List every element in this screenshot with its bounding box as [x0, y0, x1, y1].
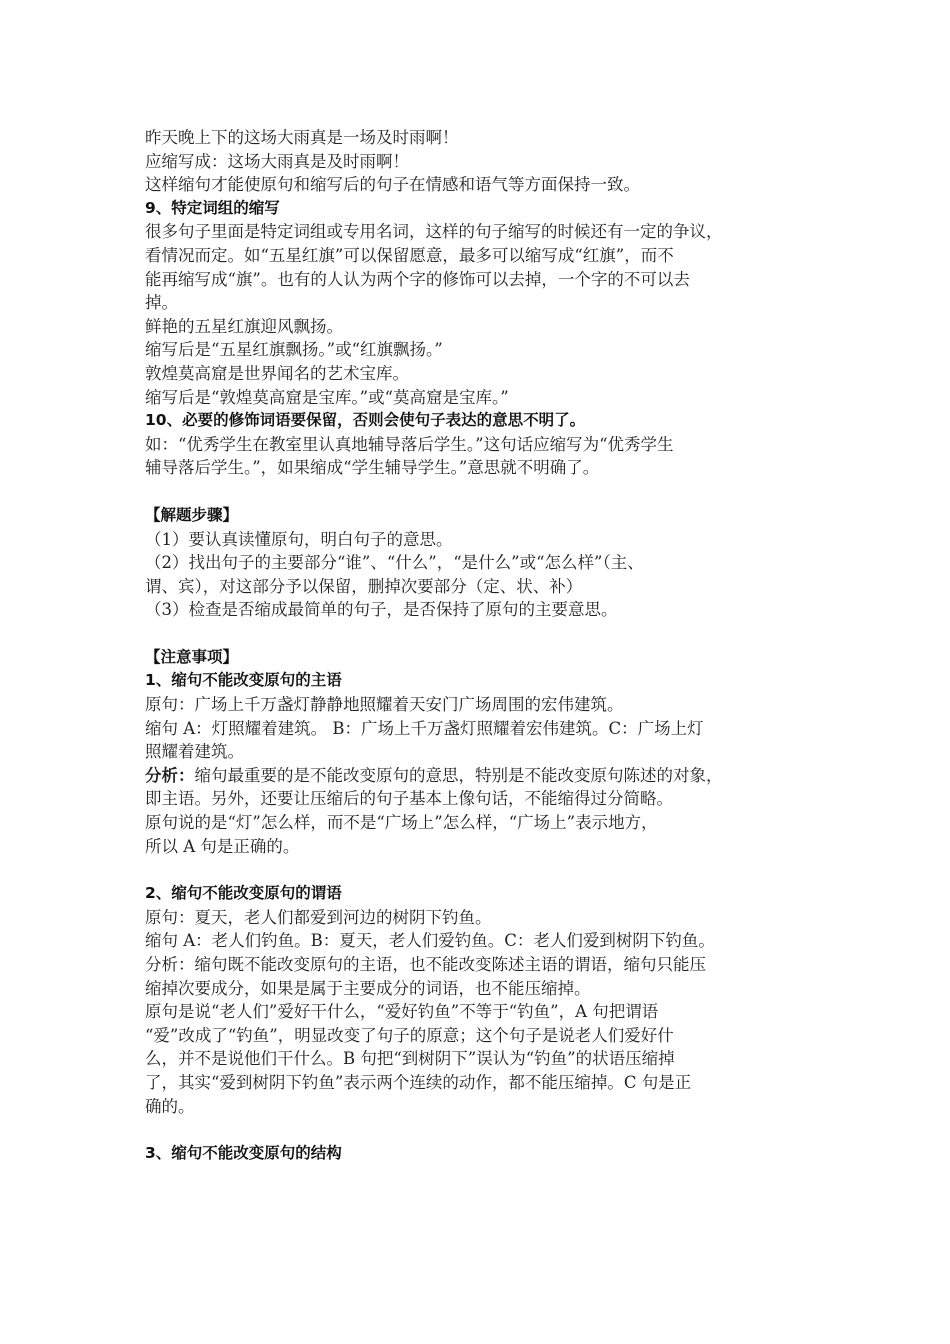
note-item-3: [145, 1142, 810, 1166]
text-line: 谓、宾），对这部分予以保留，删掉次要部分（定、状、补）: [145, 576, 583, 596]
text-line: 这样缩句才能使原句和缩写后的句子在情感和语气等方面保持一致。: [145, 175, 640, 195]
spacer: [145, 1118, 810, 1142]
text-line: 如：“优秀学生在教室里认真地辅导落后学生。”这句话应缩写为“优秀学生: [145, 434, 674, 454]
steps-section: [145, 504, 810, 622]
text-line: 原句是说“老人们”爱好干什么，“爱好钓鱼”不等于“钓鱼”，A 句把谓语: [145, 1002, 659, 1022]
item-heading: 2、缩句不能改变原句的谓语: [145, 884, 342, 903]
analysis-text: 缩句最重要的是不能改变原句的意思，特别是不能改变原句陈述的对象，: [194, 765, 723, 785]
spacer: [145, 622, 810, 646]
section-heading: 【解题步骤】: [145, 505, 239, 524]
note-item-1: [145, 669, 810, 858]
spacer: [145, 858, 810, 882]
text-line: 缩写后是“五星红旗飘扬。”或“红旗飘扬。”: [145, 340, 443, 360]
item-heading: 1、缩句不能改变原句的主语: [145, 671, 342, 690]
section-heading: 10、必要的修饰词语要保留，否则会使句子表达的意思不明了。: [145, 411, 586, 430]
text-line: 看情况而定。如“五星红旗”可以保留愿意，最多可以缩写成“红旗”，而不: [145, 245, 674, 265]
text-line: 照耀着建筑。: [145, 742, 244, 762]
document-page: [145, 126, 810, 1166]
text-line: 掉。: [145, 293, 178, 313]
text-line: 原句：广场上千万盏灯静静地照耀着天安门广场周围的宏伟建筑。: [145, 695, 624, 715]
spacer: [145, 480, 810, 504]
text-line: “爱”改成了“钓鱼”，明显改变了句子的原意；这个句子是说老人们爱好什: [145, 1025, 674, 1045]
text-line: 缩句 A：灯照耀着建筑。 B：广场上千万盏灯照耀着宏伟建筑。C：广场上灯: [145, 718, 704, 738]
text-line: 么，并不是说他们干什么。B 句把“到树阴下”误认为“钓鱼”的状语压缩掉: [145, 1049, 675, 1069]
section-10: [145, 409, 810, 480]
text-line: 分析：缩句既不能改变原句的主语，也不能改变陈述主语的谓语，缩句只能压: [145, 955, 706, 974]
text-line: （1）要认真读懂原句，明白句子的意思。: [145, 529, 453, 549]
text-line: 能再缩写成“旗”。也有的人认为两个字的修饰可以去掉，一个字的不可以去: [145, 269, 690, 289]
text-line: 缩掉次要成分，如果是属于主要成分的词语，也不能压缩掉。: [145, 978, 591, 998]
text-line: 原句说的是“灯”怎么样，而不是“广场上”怎么样，“广场上”表示地方，: [145, 813, 658, 833]
analysis-label: 分析：: [145, 765, 195, 785]
note-item-2: [145, 882, 810, 1118]
text-line: 确的。: [145, 1096, 195, 1116]
text-line: 敦煌莫高窟是世界闻名的艺术宝库。: [145, 363, 409, 383]
text-line: 缩句 A：老人们钓鱼。B：夏天，老人们爱钓鱼。C：老人们爱到树阴下钓鱼。: [145, 931, 715, 951]
text-line: 原句：夏天，老人们都爱到河边的树阴下钓鱼。: [145, 907, 492, 927]
text-line: （2）找出句子的主要部分“谁”、“什么”，“是什么”或“怎么样”（主、: [145, 553, 644, 573]
text-line: 缩写后是“敦煌莫高窟是宝库。”或“莫高窟是宝库。”: [145, 387, 509, 407]
section-9: [145, 197, 810, 409]
text-line: 所以 A 句是正确的。: [145, 836, 300, 856]
item-heading: 3、缩句不能改变原句的结构: [145, 1144, 342, 1163]
text-line: 应缩写成：这场大雨真是及时雨啊！: [145, 151, 409, 171]
section-heading: 【注意事项】: [145, 647, 239, 666]
section-heading: 9、特定词组的缩写: [145, 198, 280, 217]
text-line: 即主语。另外，还要让压缩后的句子基本上像句话，不能缩得过分简略。: [145, 789, 673, 809]
text-line: 昨天晚上下的这场大雨真是一场及时雨啊！: [145, 128, 459, 147]
text-line: 了，其实“爱到树阴下钓鱼”表示两个连续的动作，都不能压缩掉。C 句是正: [145, 1072, 692, 1092]
analysis-line: [145, 764, 810, 788]
intro-paragraph: [145, 126, 810, 197]
text-line: 鲜艳的五星红旗迎风飘扬。: [145, 316, 343, 336]
text-line: 很多句子里面是特定词组或专用名词，这样的句子缩写的时候还有一定的争议，: [145, 222, 723, 242]
notes-section: [145, 646, 810, 1166]
text-line: （3）检查是否缩成最简单的句子，是否保持了原句的主要意思。: [145, 600, 618, 620]
text-line: 辅导落后学生。”，如果缩成“学生辅导学生。”意思就不明确了。: [145, 458, 600, 478]
